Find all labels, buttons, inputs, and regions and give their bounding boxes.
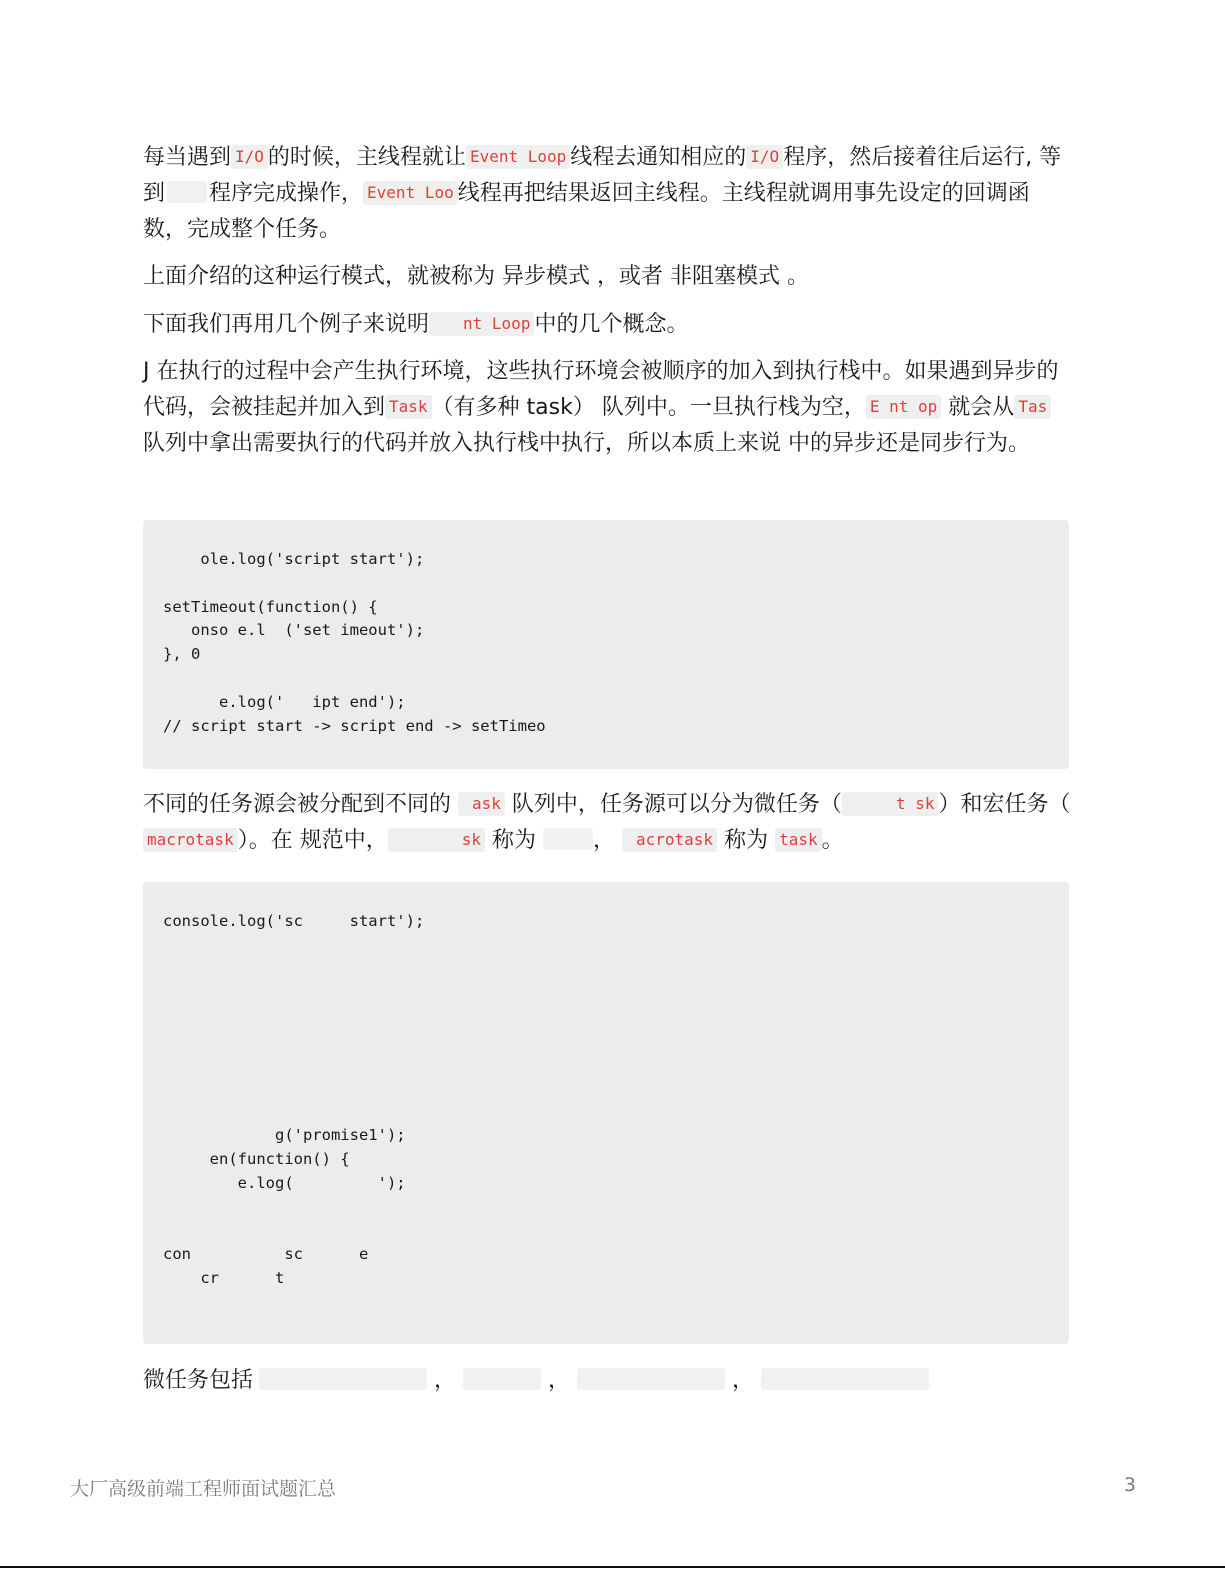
paragraph-execution-stack: J 在执行的过程中会产生执行环境，这些执行环境会被顺序的加入到执行栈中。如果遇到异步的代码，会被挂起并加入到 Task （有多种 task） 队列中。一旦执行栈为空， E nt op 就会从 Tas 队列中拿出需要执行的代码并放入执行栈中执行，所以本质上来说 中的异步还是同步行为。: [143, 359, 1059, 456]
redacted-code: [761, 1368, 929, 1390]
inline-code-microtask: sk: [388, 828, 485, 852]
inline-code-task: task: [775, 828, 822, 852]
page-number: 3: [1123, 1474, 1136, 1496]
inline-code-macrotask: macrotask: [143, 828, 238, 852]
inline-code-task: Task: [385, 395, 432, 419]
redacted-code: [577, 1368, 725, 1390]
inline-code-macrotask: acrotask: [622, 828, 717, 852]
paragraph-examples-intro: 下面我们再用几个例子来说明 nt Loop 中的几个概念。: [143, 312, 689, 337]
footer-title: 大厂高级前端工程师面试题汇总: [70, 1478, 337, 1500]
redacted-code: [463, 1368, 541, 1390]
paragraph-task-sources: 不同的任务源会被分配到不同的 ask 队列中，任务源可以分为微任务（ t sk ）和宏任务（macrotask ）。在 规范中， sk 称为 ， acrotask 称为 task 。: [143, 792, 1071, 853]
code-content: ole.log('script start'); setTimeout(function() { onso e.l ('set imeout'); }, 0 e.log(' ipt end'); // script start -> script end -> setTimeo: [163, 550, 546, 735]
redacted-code: [259, 1368, 427, 1390]
inline-code-io: I/O: [231, 145, 268, 169]
code-block-promise: [143, 882, 1069, 1344]
inline-code-task: Tas: [1014, 395, 1051, 419]
redacted-code: [543, 828, 593, 850]
code-block-settimeout: [143, 520, 1069, 769]
redacted-code: [167, 181, 207, 203]
inline-code-io: I/O: [746, 145, 783, 169]
bottom-rule: [0, 1566, 1225, 1568]
inline-code-event-loop: Event Loo: [363, 181, 458, 205]
inline-code-event-loop: Event Loop: [466, 145, 570, 169]
inline-code-task: ask: [458, 792, 505, 816]
code-content: console.log('sc start'); g('promise1'); en(function() { e.log( '); con sc e cr t: [163, 912, 425, 1287]
paragraph-microtasks: 微任务包括 ， ， ，: [143, 1363, 1073, 1399]
paragraph-async-mode: 上面介绍的这种运行模式，就被称为 异步模式 ，或者 非阻塞模式 。: [143, 264, 809, 289]
inline-code-microtask: t sk: [842, 792, 939, 816]
inline-code-event-loop: E nt op: [866, 395, 941, 419]
inline-code-event-loop: nt Loop: [429, 312, 534, 336]
paragraph-io: 每当遇到 I/O 的时候，主线程就让 Event Loop 线程去通知相应的 I/O 程序，然后接着往后运行, 等到 程序完成操作， Event Loo 线程再把结果返回主线程。主线程就调用事先设定的回调函数，完成整个任务。: [143, 145, 1062, 242]
